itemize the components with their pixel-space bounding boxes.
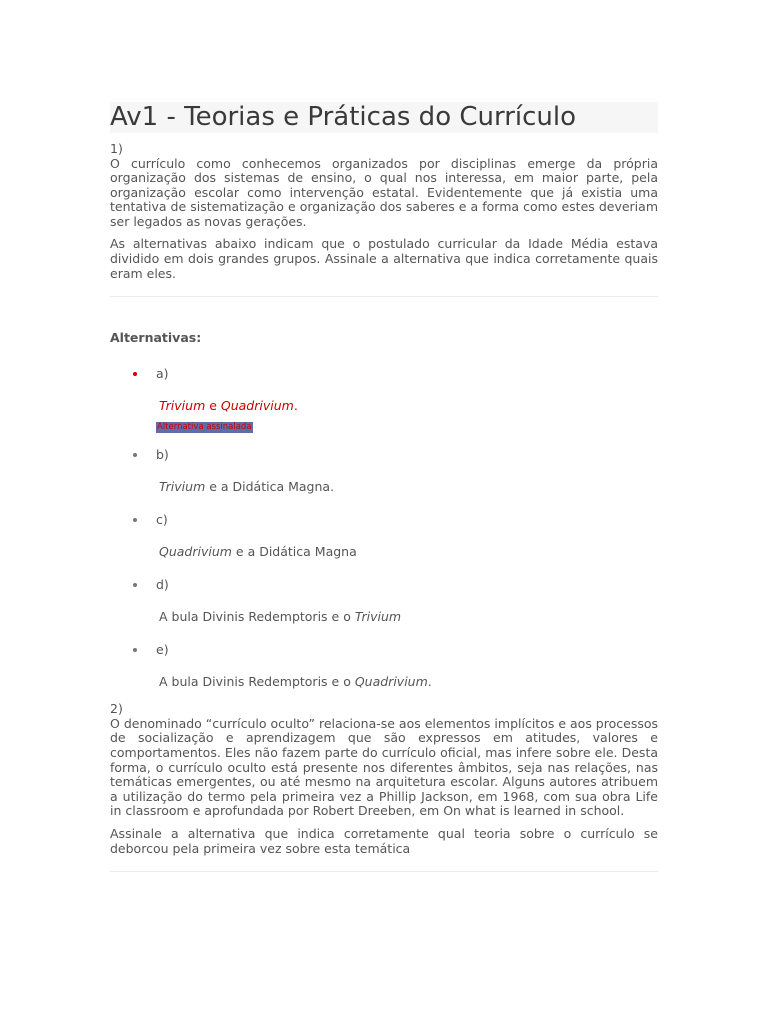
bullet-icon: [133, 453, 137, 457]
question-prompt: Assinale a alternativa que indica corretamente qual teoria sobre o currículo se deborcou pela primeira vez sobre esta temática: [110, 825, 658, 856]
text-segment: .: [293, 398, 298, 414]
alternative-text: [159, 398, 658, 414]
divider: [110, 871, 658, 872]
question-number: 1): [110, 141, 123, 156]
question-statement: O currículo como conhecemos organizados por disciplinas emerge da própria organização dos sistemas de ensino, o qual nos interessa, em maior parte, pela organização escolar como intervenção estatal. Evidentemente que já existia uma tentativa de sistematização e organização dos saberes e a forma como estes deveriam ser legados as novas gerações.: [110, 155, 658, 229]
italic-term: Quadrivium: [159, 544, 232, 560]
alternative-text: [159, 544, 658, 560]
bullet-icon: [133, 583, 137, 587]
selected-answer-badge: Alternativa assinalada: [157, 422, 252, 433]
text-segment: e a Didática Magna: [231, 544, 357, 560]
alternative-letter: d): [156, 577, 169, 593]
alternative-row: [110, 577, 658, 593]
alternative-d[interactable]: [110, 577, 658, 625]
alternative-letter: a): [156, 366, 169, 382]
text-segment: A bula Divinis Redemptoris e o: [159, 674, 355, 690]
alternative-letter: c): [156, 512, 168, 528]
alternative-a[interactable]: [110, 366, 658, 433]
alternative-text: [159, 609, 658, 625]
page-title: Av1 - Teorias e Práticas do Currículo: [110, 102, 658, 133]
text-segment: e a Didática Magna.: [205, 479, 335, 495]
text-segment: A bula Divinis Redemptoris e o: [159, 609, 355, 625]
alternative-row: [110, 447, 658, 463]
question-2: [110, 702, 658, 872]
italic-term: Trivium: [159, 479, 206, 495]
alternative-text: [159, 674, 658, 690]
italic-term: Quadrivium: [220, 398, 294, 414]
alternative-letter: b): [156, 447, 169, 463]
italic-term: Trivium: [354, 609, 402, 625]
alternative-b[interactable]: [110, 447, 658, 495]
question-statement: O denominado “currículo oculto” relaciona-se aos elementos implícitos e aos processos de socialização e aprendizagem que são expressos em atitudes, valores e comportamentos. Eles não fazem parte do currículo oficial, mas infere sobre ele. Desta forma, o currículo oculto está presente nos diferentes âmbitos, seja nas relações, nas temáticas emergentes, ou até mesmo na arquitetura escolar. Alguns autores atribuem a utilização do termo pela primeira vez a Phillip Jackson, em 1968, com sua obra Life in classroom e aprofundada por Robert Dreeben, em On what is learned in school.: [110, 715, 658, 819]
question-prompt: As alternativas abaixo indicam que o postulado curricular da Idade Média estava dividido em dois grandes grupos. Assinale a alternativa que indica corretamente quais eram eles.: [110, 236, 658, 281]
alternative-row: [110, 512, 658, 528]
italic-term: Quadrivium: [354, 674, 428, 690]
alternative-row: [110, 642, 658, 658]
italic-term: Trivium: [159, 398, 206, 414]
document-content: [110, 102, 658, 872]
question-number: 2): [110, 701, 123, 717]
alternative-letter: e): [156, 642, 169, 658]
alternative-row: [110, 366, 658, 382]
alternatives-list: [110, 366, 658, 690]
alternative-e[interactable]: [110, 642, 658, 690]
alternative-c[interactable]: [110, 512, 658, 560]
bullet-icon: [133, 518, 137, 522]
bullet-icon: [133, 648, 137, 652]
alternative-text: [159, 479, 658, 495]
text-segment: e: [205, 398, 221, 414]
alternatives-heading: Alternativas:: [110, 330, 202, 346]
bullet-icon: [133, 372, 137, 376]
divider: [110, 296, 658, 297]
question-1: [110, 142, 658, 690]
text-segment: .: [427, 674, 432, 690]
